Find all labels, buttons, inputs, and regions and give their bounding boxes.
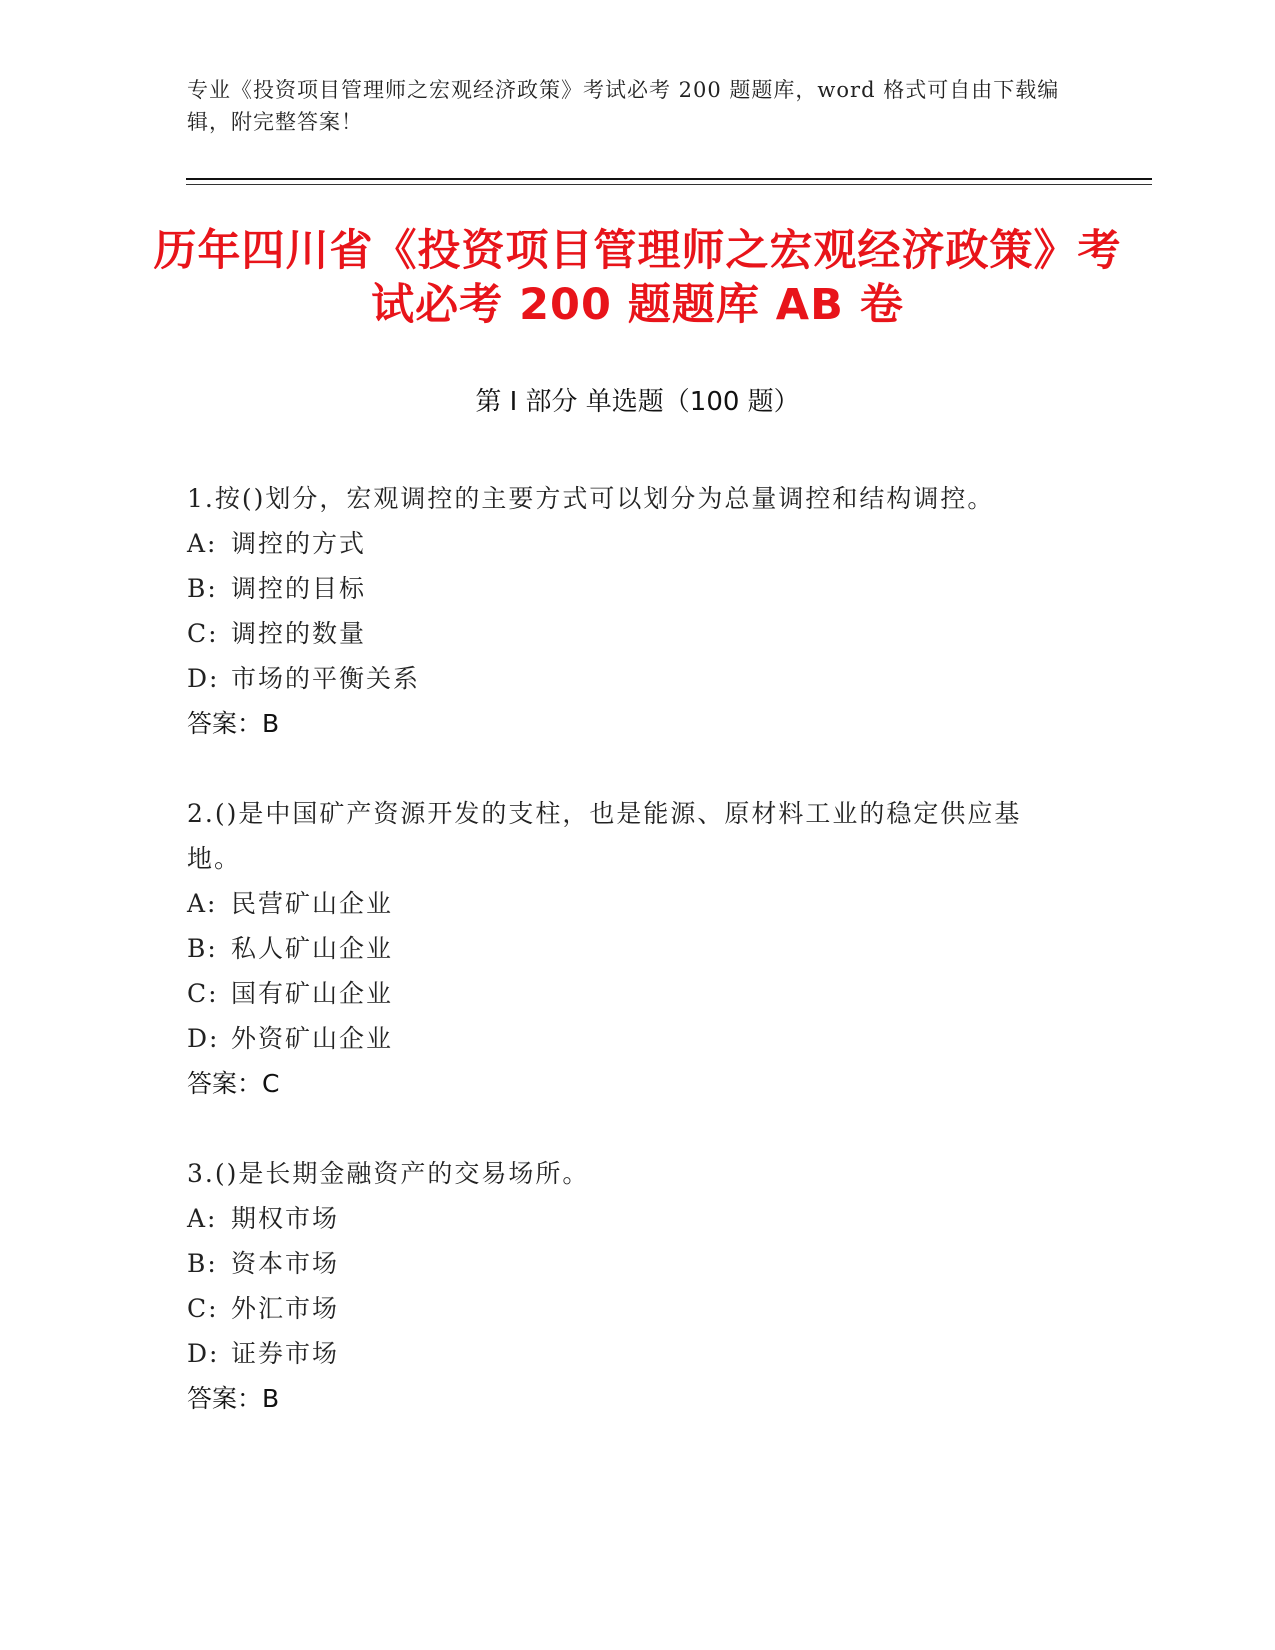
- option-letter: B:: [187, 934, 218, 963]
- option-letter: A:: [187, 889, 218, 918]
- option-d: [187, 656, 1067, 701]
- question-2: [187, 791, 1067, 1106]
- option-letter: C:: [187, 979, 219, 1008]
- header-divider-thin: [186, 184, 1152, 185]
- header-divider-thick: [186, 178, 1152, 180]
- option-text: 外汇市场: [231, 1294, 340, 1323]
- option-text: 证券市场: [231, 1339, 340, 1368]
- header-note: 专业《投资项目管理师之宏观经济政策》考试必考 200 题题库，word 格式可自由下载编辑，附完整答案！: [187, 78, 1060, 134]
- option-a: [187, 881, 1067, 926]
- option-letter: D:: [187, 664, 220, 693]
- option-text: 调控的目标: [231, 574, 367, 603]
- option-text: 资本市场: [231, 1249, 340, 1278]
- option-text: 市场的平衡关系: [231, 664, 421, 693]
- option-letter: D:: [187, 1339, 220, 1368]
- option-b: [187, 566, 1067, 611]
- answer-line: 答案：C: [187, 1069, 280, 1098]
- option-d: [187, 1016, 1067, 1061]
- option-letter: D:: [187, 1024, 220, 1053]
- option-b: [187, 926, 1067, 971]
- option-text: 国有矿山企业: [231, 979, 394, 1008]
- option-b: [187, 1241, 1067, 1286]
- option-c: [187, 1286, 1067, 1331]
- option-a: [187, 1196, 1067, 1241]
- option-letter: B:: [187, 1249, 218, 1278]
- question-1: [187, 476, 1067, 746]
- option-letter: A:: [187, 529, 218, 558]
- option-text: 调控的方式: [231, 529, 367, 558]
- question-3: [187, 1151, 1067, 1421]
- question-list: [187, 476, 1067, 1466]
- option-a: [187, 521, 1067, 566]
- option-d: [187, 1331, 1067, 1376]
- question-stem: 3.()是长期金融资产的交易场所。: [187, 1159, 590, 1188]
- option-letter: C:: [187, 619, 219, 648]
- answer-line: 答案：B: [187, 1384, 280, 1413]
- option-c: [187, 611, 1067, 656]
- option-text: 私人矿山企业: [231, 934, 394, 963]
- option-text: 调控的数量: [231, 619, 367, 648]
- section-heading: 第 I 部分 单选题（100 题）: [475, 387, 800, 417]
- option-text: 外资矿山企业: [231, 1024, 394, 1053]
- question-stem: 2.()是中国矿产资源开发的支柱，也是能源、原材料工业的稳定供应基地。: [187, 799, 1022, 873]
- option-text: 民营矿山企业: [231, 889, 394, 918]
- option-letter: A:: [187, 1204, 218, 1233]
- option-c: [187, 971, 1067, 1016]
- option-letter: C:: [187, 1294, 219, 1323]
- question-stem: 1.按()划分，宏观调控的主要方式可以划分为总量调控和结构调控。: [187, 484, 995, 513]
- document-title: 历年四川省《投资项目管理师之宏观经济政策》考试必考 200 题题库 AB 卷: [153, 226, 1122, 330]
- option-text: 期权市场: [231, 1204, 340, 1233]
- answer-line: 答案：B: [187, 709, 280, 738]
- option-letter: B:: [187, 574, 218, 603]
